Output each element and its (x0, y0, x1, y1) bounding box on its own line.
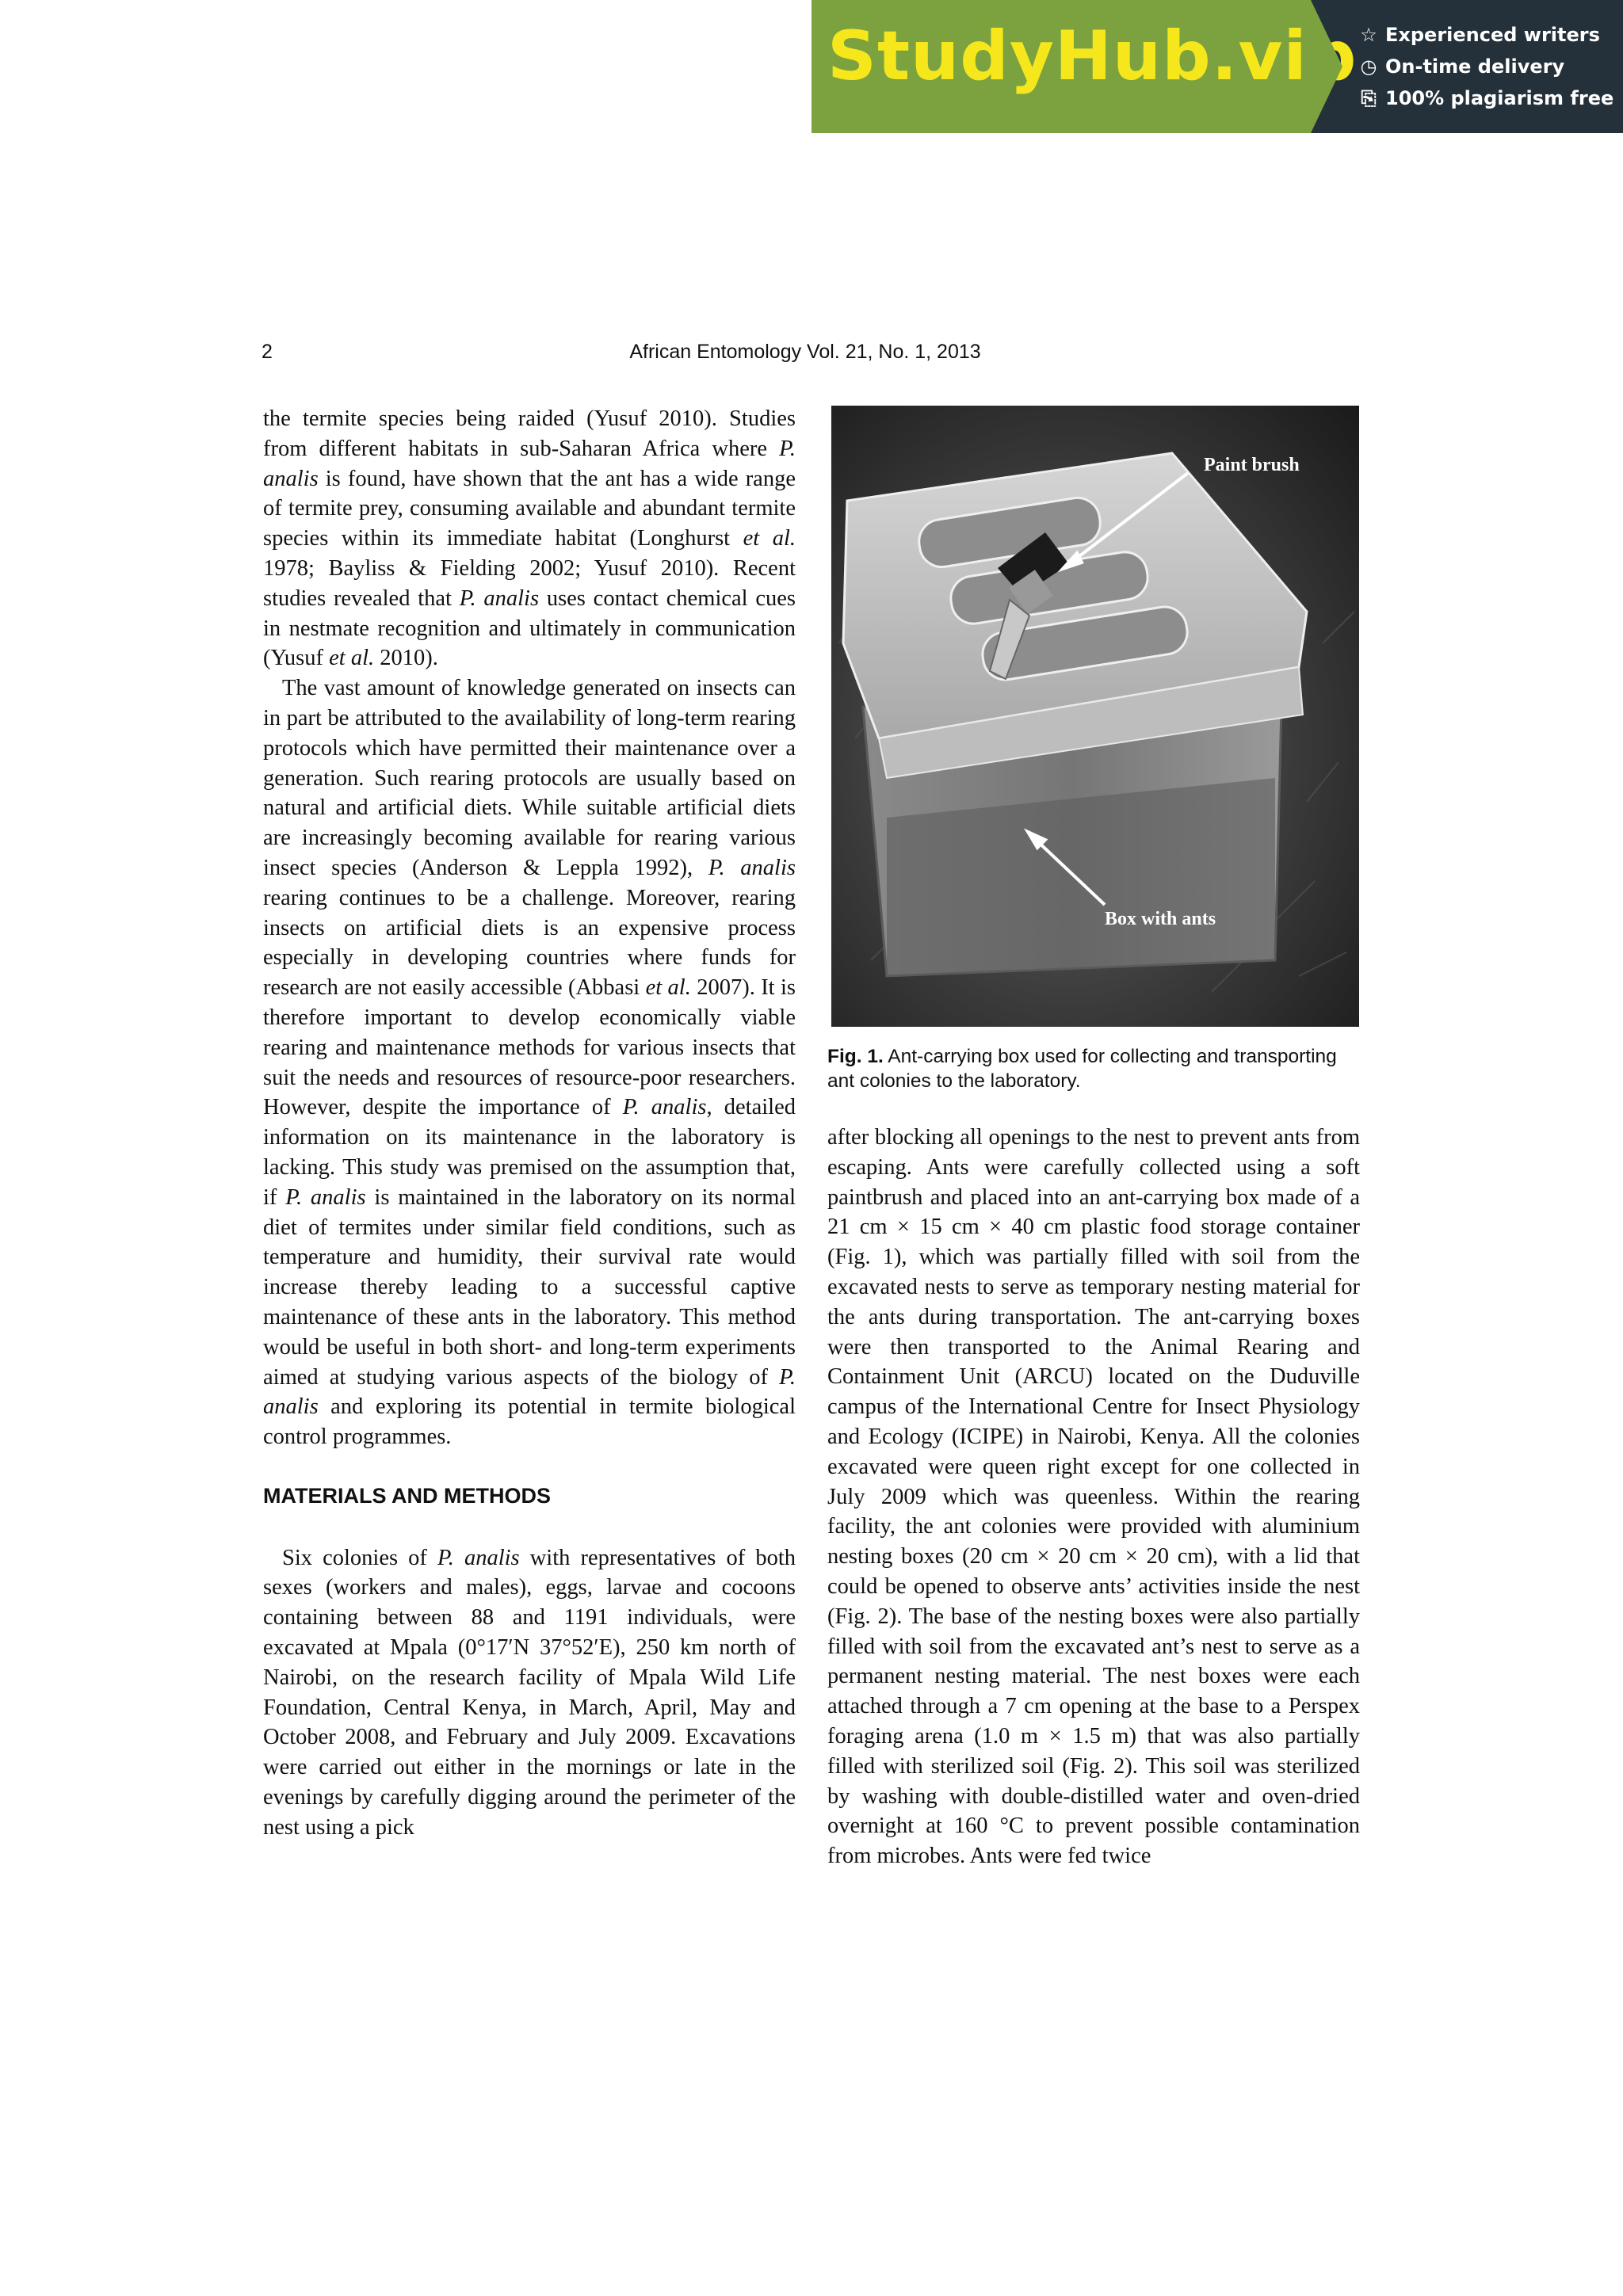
ant-box-illustration (831, 406, 1359, 1027)
paragraph-rearing-protocols: The vast amount of knowledge generated on insects can in part be attributed to the availability of long-term rearing protocols which have permitted their maintenance over a generation. Such rearing protocols are usually based on natural and artificial diets. While suitable artificial diets are increasingly becoming available for rearing various insect species (Anderson & Leppla 1992), P. analis rearing continues to be a challenge. Moreover, rearing insects on artificial diets is an expensive process especially in developing countries where funds for research are not easily accessible (Abbasi et al. 2007). It is therefore important to develop economically viable rearing and maintenance methods for various insects that suit the needs and resources of resource-poor researchers. However, despite the importance of P. analis, detailed information on its maintenance in the laboratory is lacking. This study was premised on the assumption that, if P. analis is maintained in the laboratory on its normal diet of termites under similar field conditions, such as temperature and humidity, their survival rate would increase thereby leading to a successful captive maintenance of these ants in the laboratory. This method would be useful in both short- and long-term experiments aimed at studying various aspects of the biology of P. analis and exploring its potential in termite biological control programmes. (263, 676, 796, 1450)
paragraph-transport-and-housing: after blocking all openings to the nest to prevent ants from escaping. Ants were carefully collected using a soft paintbrush and placed into an ant-carrying box made of a 21 cm × 15 cm × 40 cm plastic food storage container (Fig. 1), which was partially filled with soil from the excavated nests to serve as temporary nesting material for the ants during transportation. The ant-carrying boxes were then transported to the Animal Rearing and Containment Unit (ARCU) located on the Duduville campus of the International Centre for Insect Physiology and Ecology (ICIPE) in Nairobi, Kenya. All the colonies excavated were queen right except for one collected in July 2009 which was queenless. Within the rearing facility, the ant colonies were provided with aluminium nesting boxes (20 cm × 20 cm × 20 cm), with a lid that could be opened to observe ants’ activities inside the nest (Fig. 2). The base of the nesting boxes were also partially filled with soil from the excavated ant’s nest to serve as a permanent nesting material. The nest boxes were each attached through a 7 cm opening at the base to a Perspex foraging arena (1.0 m × 1.5 m) that was also partially filled with sterilized soil (Fig. 2). This soil was sterilized by washing with double-distilled water and oven-dried overnight at 160 °C to prevent possible contamination from microbes. Ants were fed twice (827, 1125, 1360, 1869)
banner-feature-plagiarism (1358, 82, 1623, 114)
page-number: 2 (262, 341, 273, 363)
figure-1-caption (827, 1044, 1360, 1093)
star-icon: ☆ (1360, 24, 1377, 46)
paragraph-termite-prey: the termite species being raided (Yusuf 2010). Studies from different habitats in sub-Saharan Africa where P. analis is found, have shown that the ant has a wide range of termite prey, consuming available and abundant termite species within its immediate habitat (Longhurst et al. 1978; Bayliss & Fielding 2002; Yusuf 2010). Recent studies revealed that P. analis uses contact chemical cues in nestmate recognition and ultimately in communication (Yusuf et al. 2010). (263, 406, 796, 671)
caption-label: Fig. 1. (827, 1046, 884, 1067)
left-column (263, 404, 796, 1843)
banner-feature-writers (1358, 19, 1623, 51)
document-icon: ⎘ (1361, 87, 1377, 109)
banner-arrow-shape (1311, 0, 1342, 133)
figure-1-photo (831, 406, 1359, 1027)
label-paint-brush: Paint brush (1204, 455, 1300, 475)
banner-feature-delivery (1358, 51, 1623, 82)
clock-icon: ◷ (1360, 55, 1377, 78)
section-heading-methods: MATERIALS AND METHODS (263, 1483, 551, 1508)
banner-feature-label: 100% plagiarism free (1385, 87, 1614, 109)
journal-header (0, 341, 1623, 364)
banner-feature-label: Experienced writers (1385, 24, 1600, 46)
banner-feature-label: On-time delivery (1385, 55, 1565, 78)
ad-banner[interactable] (812, 0, 1623, 133)
right-column (827, 1123, 1360, 1871)
banner-features (1311, 0, 1623, 133)
journal-title: African Entomology Vol. 21, No. 1, 2013 (629, 341, 981, 363)
label-box-with-ants: Box with ants (1105, 909, 1216, 929)
banner-logo-panel[interactable] (812, 0, 1358, 133)
paragraph-colony-collection: Six colonies of P. analis with representatives of both sexes (workers and males), eggs, larvae and cocoons containing between 88 and 1191 individuals, were excavated at Mpala (0°17′N 37°52′E), 250 km north of Nairobi, on the research facility of Mpala Wild Life Foundation, Central Kenya, in March, April, May and October 2008, and February and July 2009. Excavations were carried out either in the mornings or late in the evenings by carefully digging around the perimeter of the nest using a pick (263, 1545, 796, 1840)
caption-text: Ant-carrying box used for collecting and transporting ant colonies to the laboratory. (827, 1046, 1337, 1092)
studyhub-logo[interactable]: StudyHub.vip (827, 17, 1358, 96)
